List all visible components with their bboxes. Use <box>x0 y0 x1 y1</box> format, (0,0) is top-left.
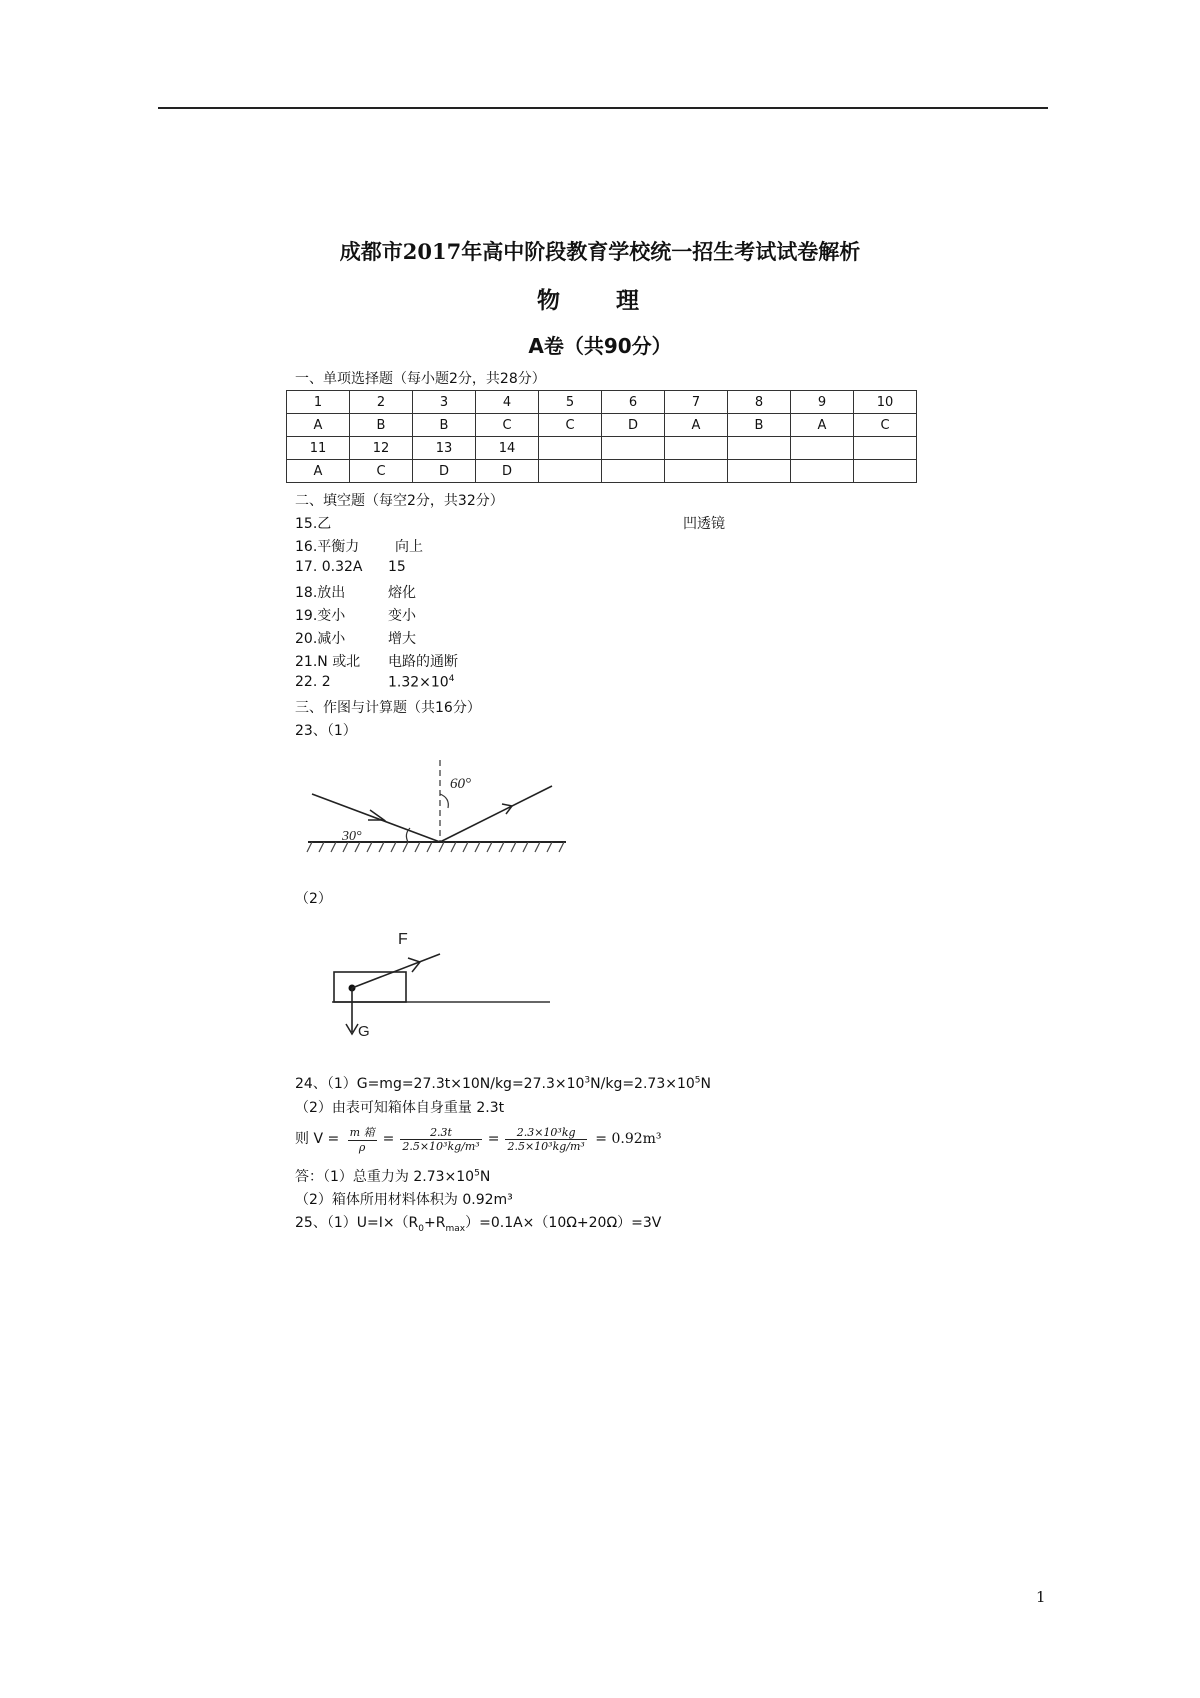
denominator: ρ <box>358 1141 366 1154</box>
incident-ray <box>312 794 440 842</box>
table-cell: A <box>791 414 854 437</box>
angle-label-top: 60° <box>450 776 471 792</box>
fill-answer-19 <box>295 605 416 625</box>
angle-arc <box>440 794 448 808</box>
eq-subscript: max <box>445 1223 466 1234</box>
table-cell: 13 <box>413 437 476 460</box>
answer-value: 变小 <box>388 608 416 624</box>
eq-subscript: 0 <box>418 1223 425 1234</box>
volume-formula <box>295 1124 662 1154</box>
answer-base: 1.32×10 <box>388 674 449 691</box>
table-cell: 8 <box>728 391 791 414</box>
table-cell: B <box>350 414 413 437</box>
table-cell: B <box>413 414 476 437</box>
table-cell: 4 <box>476 391 539 414</box>
numerator: m 箱 <box>349 1126 375 1139</box>
answer-number: 19.变小 <box>295 608 346 624</box>
table-cell: 6 <box>602 391 665 414</box>
answer-table <box>286 390 917 483</box>
table-cell: C <box>350 460 413 483</box>
denominator: 2.5×10³kg/m³ <box>507 1139 585 1153</box>
fill-answer-17 <box>295 559 406 575</box>
numerator: 2.3t <box>400 1126 481 1140</box>
answer-number: 16.平衡力 <box>295 539 360 555</box>
fraction <box>400 1126 481 1153</box>
table-cell <box>539 437 602 460</box>
table-cell <box>602 460 665 483</box>
answer-number: 18.放出 <box>295 585 346 601</box>
table-cell: A <box>665 414 728 437</box>
eq-text: N/kg=2.73×10 <box>590 1076 695 1092</box>
section3-heading: 三、作图与计算题（共16分） <box>295 700 481 716</box>
eq-text: +R <box>424 1215 446 1231</box>
force-diagram <box>320 920 560 1040</box>
table-cell: C <box>476 414 539 437</box>
reflection-diagram <box>290 758 570 878</box>
table-cell: 5 <box>539 391 602 414</box>
table-cell: C <box>854 414 917 437</box>
reflected-ray <box>440 786 552 842</box>
eq-result: = 0.92m³ <box>595 1131 662 1147</box>
table-cell <box>665 437 728 460</box>
answer-value: 电路的通断 <box>388 654 458 670</box>
question-24-part2: （2）由表可知箱体自身重量 2.3t <box>295 1100 505 1116</box>
force-F-line <box>352 954 440 988</box>
fill-answer-16 <box>295 536 423 556</box>
table-row <box>287 437 917 460</box>
document-title: 成都市2017年高中阶段教育学校统一招生考试试卷解析 <box>339 239 861 264</box>
table-cell <box>602 437 665 460</box>
table-cell: C <box>539 414 602 437</box>
table-cell <box>728 437 791 460</box>
table-cell <box>728 460 791 483</box>
eq-exponent: 3 <box>584 1075 591 1086</box>
eq-exponent: 5 <box>474 1168 480 1179</box>
question-23-part2: （2） <box>295 891 332 907</box>
table-cell: 2 <box>350 391 413 414</box>
table-cell: B <box>728 414 791 437</box>
table-cell: 1 <box>287 391 350 414</box>
table-cell <box>791 437 854 460</box>
table-cell <box>665 460 728 483</box>
eq-text: 则 V = <box>295 1131 340 1147</box>
section2-heading: 二、填空题（每空2分，共32分） <box>295 493 504 509</box>
angle-label-left: 30° <box>342 829 362 844</box>
eq-text: 24、（1）G=mg=27.3t×10N/kg=27.3×10 <box>295 1076 585 1092</box>
table-row <box>287 414 917 437</box>
table-cell: 12 <box>350 437 413 460</box>
section1-heading: 一、单项选择题（每小题2分，共28分） <box>295 371 546 387</box>
page-number: 1 <box>1036 1588 1046 1606</box>
table-cell <box>791 460 854 483</box>
table-cell: A <box>287 414 350 437</box>
block <box>334 972 406 1002</box>
table-cell: 7 <box>665 391 728 414</box>
question-23-part1: 23、（1） <box>295 723 357 739</box>
fraction <box>348 1124 377 1154</box>
answer-value: 增大 <box>388 631 416 647</box>
table-row <box>287 391 917 414</box>
table-cell: 11 <box>287 437 350 460</box>
table-cell: A <box>287 460 350 483</box>
table-cell: 9 <box>791 391 854 414</box>
answer-value <box>388 674 454 691</box>
answer-number: 17. 0.32A <box>295 559 363 575</box>
gravity-label: G <box>358 1023 370 1040</box>
question-25-part1 <box>295 1212 661 1234</box>
denominator: 2.5×10³kg/m³ <box>402 1139 480 1153</box>
equals-sign: = <box>382 1131 395 1147</box>
eq-text: N <box>700 1076 711 1092</box>
fraction <box>505 1126 586 1153</box>
table-cell: 14 <box>476 437 539 460</box>
volume-heading: A卷（共90分） <box>528 334 672 358</box>
force-label: F <box>398 931 408 948</box>
answer-value: 15 <box>388 559 406 575</box>
eq-text: N <box>479 1169 491 1185</box>
fill-answer-15 <box>295 513 725 533</box>
eq-text: ）=0.1A×（10Ω+20Ω）=3V <box>465 1215 662 1231</box>
table-cell: D <box>413 460 476 483</box>
answer-24-part2: （2）箱体所用材料体积为 0.92m³ <box>295 1192 513 1208</box>
table-cell <box>539 460 602 483</box>
numerator: 2.3×10³kg <box>505 1126 586 1140</box>
answer-number: 21.N 或北 <box>295 654 361 670</box>
equals-sign: = <box>487 1131 500 1147</box>
eq-text: 答：（1）总重力为 2.73×10 <box>295 1169 475 1185</box>
table-cell: D <box>476 460 539 483</box>
answer-value: 熔化 <box>388 585 416 601</box>
fill-answer-21 <box>295 651 458 671</box>
fill-answer-18 <box>295 582 416 602</box>
table-row <box>287 460 917 483</box>
table-cell: 10 <box>854 391 917 414</box>
subject-heading: 物 理 <box>536 287 663 314</box>
table-cell: D <box>602 414 665 437</box>
table-cell <box>854 437 917 460</box>
eq-text: 25、（1）U=I×（R <box>295 1215 419 1231</box>
answer-number: 20.减小 <box>295 631 346 647</box>
eq-exponent: 5 <box>694 1075 701 1086</box>
answer-24-part1 <box>295 1166 490 1186</box>
answer-exponent: 4 <box>448 674 455 684</box>
header-rule <box>158 107 1048 109</box>
answer-value: 凹透镜 <box>683 516 725 532</box>
fill-answer-20 <box>295 628 416 648</box>
question-24-part1 <box>295 1073 711 1093</box>
table-cell: 3 <box>413 391 476 414</box>
answer-value: 向上 <box>395 539 423 555</box>
answer-number: 15.乙 <box>295 516 332 532</box>
table-cell <box>854 460 917 483</box>
answer-number: 22. 2 <box>295 674 331 690</box>
